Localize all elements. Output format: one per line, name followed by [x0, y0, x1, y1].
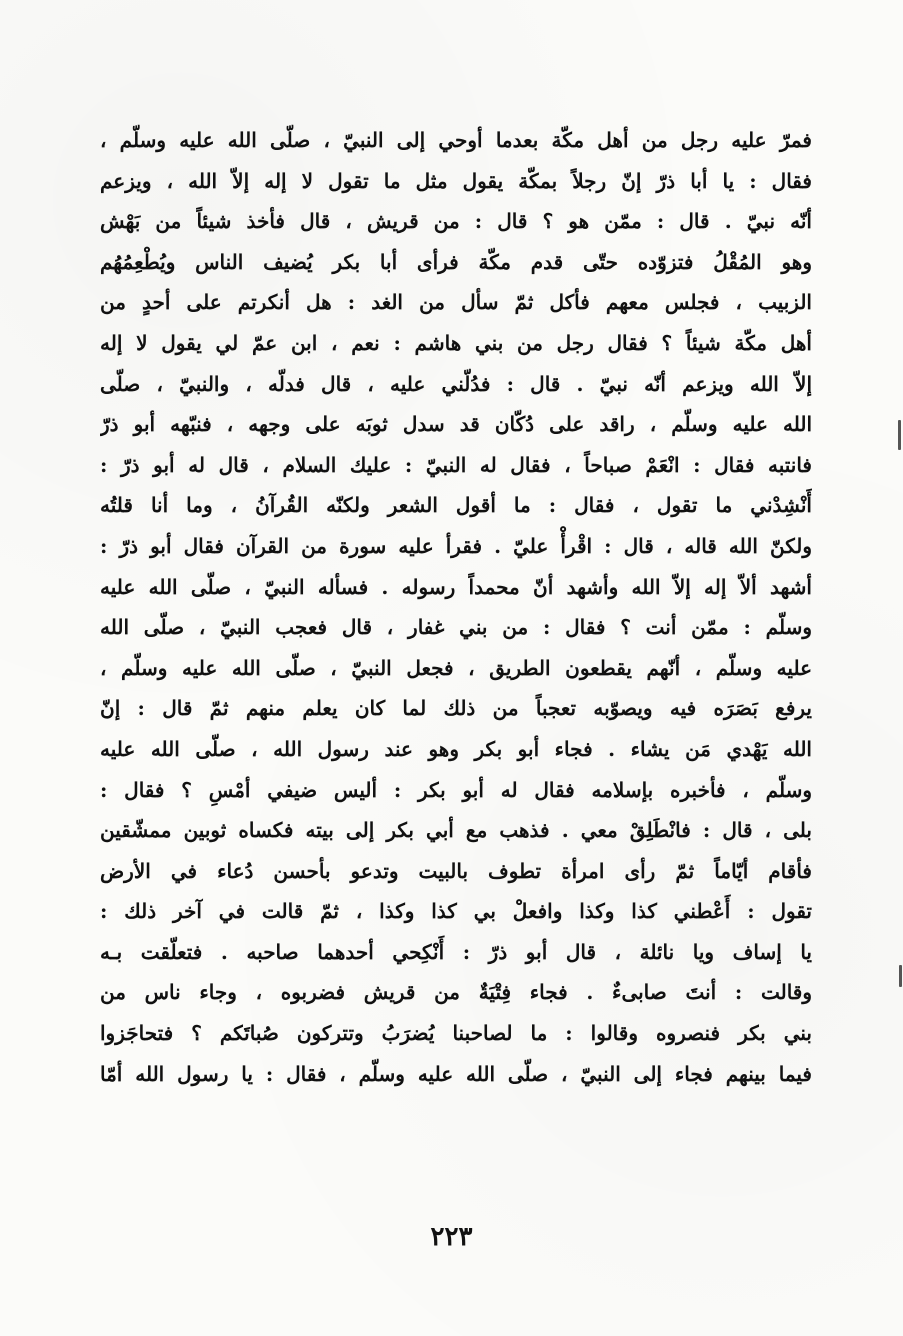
- text-line: يا إساف ويا نائلة ، قال أبو ذرّ : أَنْكِحي أحدهما صاحبه . فتعلّقت بـه: [100, 939, 812, 964]
- text-line: أَنْشِدْني ما تقول ، فقال : ما أقول الشعر ولكنّه القُرآنُ ، وما أنا قلتُه: [100, 493, 812, 518]
- text-line: فيما بينهم فجاء إلى النبيّ ، صلّى الله عليه وسلّم ، فقال : يا رسول الله أمّا: [100, 1061, 812, 1086]
- text-line: الله عليه وسلّم ، راقد على دُكّان قد سدل ثوبَه على وجهه ، فنبّهه أبو ذرّ: [100, 412, 812, 437]
- text-line: وقالت : أنتَ صابىءٌ . فجاء فِتْيَةٌ من قريش فضربوه ، وجاء ناس من: [100, 980, 812, 1005]
- text-line: أشهد ألاّ إله إلاّ الله وأشهد أنّ محمداً رسوله . فسأله النبيّ ، صلّى الله عليه: [100, 574, 812, 599]
- text-line: الزبيب ، فجلس معهم فأكل ثمّ سأل من الغد : هل أنكرتم على أحدٍ من: [100, 290, 812, 315]
- text-line: يرفع بَصَرَه فيه ويصوّبه تعجباً من ذلك لما كان يعلم منهم ثمّ قال : إنّ: [100, 696, 812, 721]
- text-line: فانتبه فقال : انْعَمْ صباحاً ، فقال له النبيّ : عليك السلام ، قال له أبو ذرّ :: [100, 452, 812, 477]
- text-line: وسلّم ، فأخبره بإسلامه فقال له أبو بكر : أليس ضيفي أمْسِ ؟ فقال :: [100, 777, 812, 802]
- page-number: ٢٢٣: [430, 1222, 473, 1252]
- text-line: فأقام أيّاماً ثمّ رأى امرأة تطوف بالبيت وتدعو بأحسن دُعاء في الأرض: [100, 858, 812, 883]
- text-line: فقال : يا أبا ذرّ إنّ رجلاً بمكّة يقول مثل ما تقول لا إله إلاّ الله ، ويزعم: [100, 168, 812, 193]
- text-line: إلاّ الله ويزعم أنّه نبيّ . قال : فدُلّني عليه ، قال فدلّه ، والنبيّ ، صلّى: [100, 371, 812, 396]
- text-line: تقول : أَعْطني كذا وكذا وافعلْ بي كذا وكذا ، ثمّ قالت في آخر ذلك :: [100, 899, 812, 924]
- text-line: بلى ، قال : فانْطَلِقْ معي . فذهب مع أبي بكر إلى بيته فكساه ثوبين ممشّقين: [100, 818, 812, 843]
- text-line: بني بكر فنصروه وقالوا : ما لصاحبنا يُضرَبُ وتتركون صُباتَكم ؟ فتحاجَزوا: [100, 1021, 812, 1046]
- text-line: أهل مكّة شيئاً ؟ فقال رجل من بني هاشم : نعم ، ابن عمّ لي يقول لا إله: [100, 330, 812, 355]
- text-line: فمرّ عليه رجل من أهل مكّة بعدما أوحي إلى النبيّ ، صلّى الله عليه وسلّم ،: [100, 128, 812, 152]
- text-line: وهو المُقْلُ فتزوّده حتّى قدم مكّة فرأى أبا بكر يُضيف الناس ويُطْعِمُهُم: [100, 249, 812, 274]
- page-edge-mark: [898, 420, 901, 450]
- text-line: أنّه نبيّ . قال : ممّن هو ؟ قال : من قريش ، قال فأخذ شيئاً من بَهْش: [100, 209, 812, 234]
- text-line: ولكنّ الله قاله ، قال : اقْرأْ عليّ . فقرأ عليه سورة من القرآن فقال أبو ذرّ :: [100, 533, 812, 558]
- text-line: عليه وسلّم ، أنّهم يقطعون الطريق ، فجعل النبيّ ، صلّى الله عليه وسلّم ،: [100, 655, 812, 680]
- text-line: الله يَهْدي مَن يشاء . فجاء أبو بكر وهو عند رسول الله ، صلّى الله عليه: [100, 736, 812, 761]
- page-edge-mark: [899, 965, 902, 987]
- body-text: [100, 120, 812, 1094]
- text-line: وسلّم : ممّن أنت ؟ فقال : من بني غفار ، قال فعجب النبيّ ، صلّى الله: [100, 615, 812, 640]
